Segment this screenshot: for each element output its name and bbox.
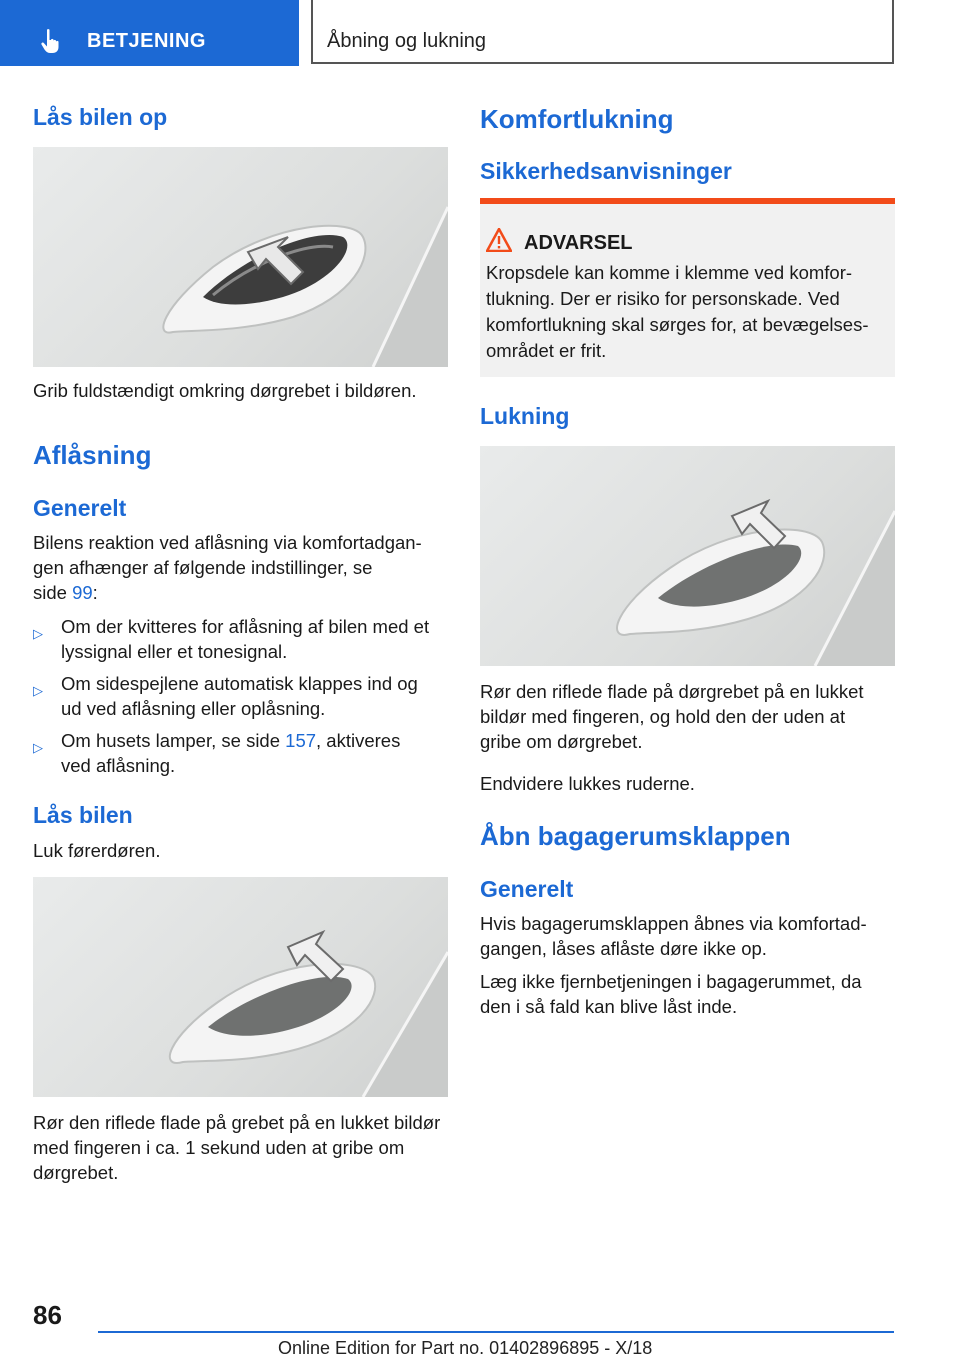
warning-triangle-icon — [486, 228, 512, 252]
heading-sikkerhed: Sikkerhedsanvisninger — [480, 158, 732, 184]
paragraph-line: gangen, låses aflåste døre ikke op. — [480, 938, 767, 959]
page-header — [0, 0, 960, 66]
unlock-caption: Grib fuldstændigt omkring dørgrebet i bildøren. — [33, 380, 417, 401]
door-handle-lock-image — [33, 877, 448, 1097]
heading-generelt-2: Generelt — [480, 876, 574, 902]
warning-title: ADVARSEL — [524, 232, 633, 254]
door-handle-unlock-image — [33, 147, 448, 367]
triangle-bullet-icon: ▷ — [33, 740, 43, 755]
page-link-99[interactable]: 99 — [72, 582, 93, 603]
caption-line: dørgrebet. — [33, 1162, 119, 1183]
bullet-line: Om sidespejlene automatisk klappes ind og — [61, 673, 418, 694]
generelt-line: Bilens reaktion ved aflåsning via komfortadgan- — [33, 532, 422, 553]
bullet-text — [61, 728, 448, 778]
lock-text: Luk førerdøren. — [33, 840, 161, 861]
heading-komfortlukning: Komfortlukning — [480, 104, 674, 134]
lock-caption — [33, 1110, 463, 1185]
heading-aflasning: Aflåsning — [33, 440, 152, 470]
paragraph-line: Læg ikke fjernbetjeningen i bagagerummet, da — [480, 971, 862, 992]
generelt-line — [33, 580, 448, 605]
caption-line: Rør den riflede flade på dørgrebet på en lukket — [480, 681, 864, 702]
generelt-text — [33, 530, 448, 605]
caption-line: bildør med fingeren, og hold den der uden at — [480, 706, 846, 727]
footer-divider — [98, 1331, 894, 1333]
text-fragment: , aktiveres — [316, 730, 401, 751]
generelt-line: gen afhænger af følgende indstillinger, se — [33, 557, 373, 578]
heading-lukning: Lukning — [480, 403, 570, 429]
bullet-line: Om der kvitteres for aflåsning af bilen med et — [61, 616, 430, 637]
bagage-paragraph-2 — [480, 969, 895, 1019]
warning-line: tlukning. Der er risiko for personskade. Ved — [486, 288, 840, 309]
lukning-extra: Endvidere lukkes ruderne. — [480, 773, 695, 794]
warning-line: Kropsdele kan komme i klemme ved komfor- — [486, 262, 853, 283]
warning-text — [486, 260, 886, 364]
caption-line: med fingeren i ca. 1 sekund uden at gribe om — [33, 1137, 405, 1158]
hand-pointer-icon — [40, 28, 62, 54]
triangle-bullet-icon: ▷ — [33, 626, 43, 641]
chapter-title: Åbning og lukning — [327, 30, 487, 52]
bagage-paragraph-1 — [480, 911, 895, 961]
bullet-line: lyssignal eller et tonesignal. — [61, 641, 288, 662]
caption-line: gribe om dørgrebet. — [480, 731, 643, 752]
text-fragment: side — [33, 582, 73, 603]
caption-line: Rør den riflede flade på grebet på en lukket bildør — [33, 1112, 441, 1133]
chapter-box — [311, 0, 894, 64]
warning-line: området er frit. — [486, 340, 607, 361]
footer-edition: Online Edition for Part no. 01402896895 - X/18 — [278, 1338, 653, 1358]
door-handle-closing-image — [480, 446, 895, 666]
bullet-line: ud ved aflåsning eller oplåsning. — [61, 698, 326, 719]
bullet-line: ved aflåsning. — [61, 755, 176, 776]
heading-bagagerum: Åbn bagagerumsklappen — [480, 821, 791, 851]
paragraph-line: den i så fald kan blive låst inde. — [480, 996, 738, 1017]
bullet-text — [61, 614, 448, 664]
list-item — [33, 614, 448, 664]
warning-box — [480, 198, 895, 377]
text-fragment: Om husets lamper, se side — [61, 730, 286, 751]
paragraph-line: Hvis bagagerumsklappen åbnes via komfortad- — [480, 913, 867, 934]
warning-line: komfortlukning skal sørges for, at bevægelses- — [486, 314, 869, 335]
page-link-157[interactable]: 157 — [285, 730, 317, 751]
heading-unlock: Lås bilen op — [33, 104, 168, 130]
triangle-bullet-icon: ▷ — [33, 683, 43, 698]
list-item — [33, 671, 448, 721]
bullet-line — [61, 728, 448, 753]
list-item — [33, 728, 448, 778]
text-fragment: : — [92, 582, 98, 603]
lukning-caption — [480, 679, 895, 754]
heading-lock: Lås bilen — [33, 802, 133, 828]
heading-generelt: Generelt — [33, 495, 127, 521]
section-tab — [0, 0, 299, 66]
section-label: BETJENING — [87, 30, 206, 52]
page-number: 86 — [33, 1300, 62, 1330]
bullet-text — [61, 671, 448, 721]
